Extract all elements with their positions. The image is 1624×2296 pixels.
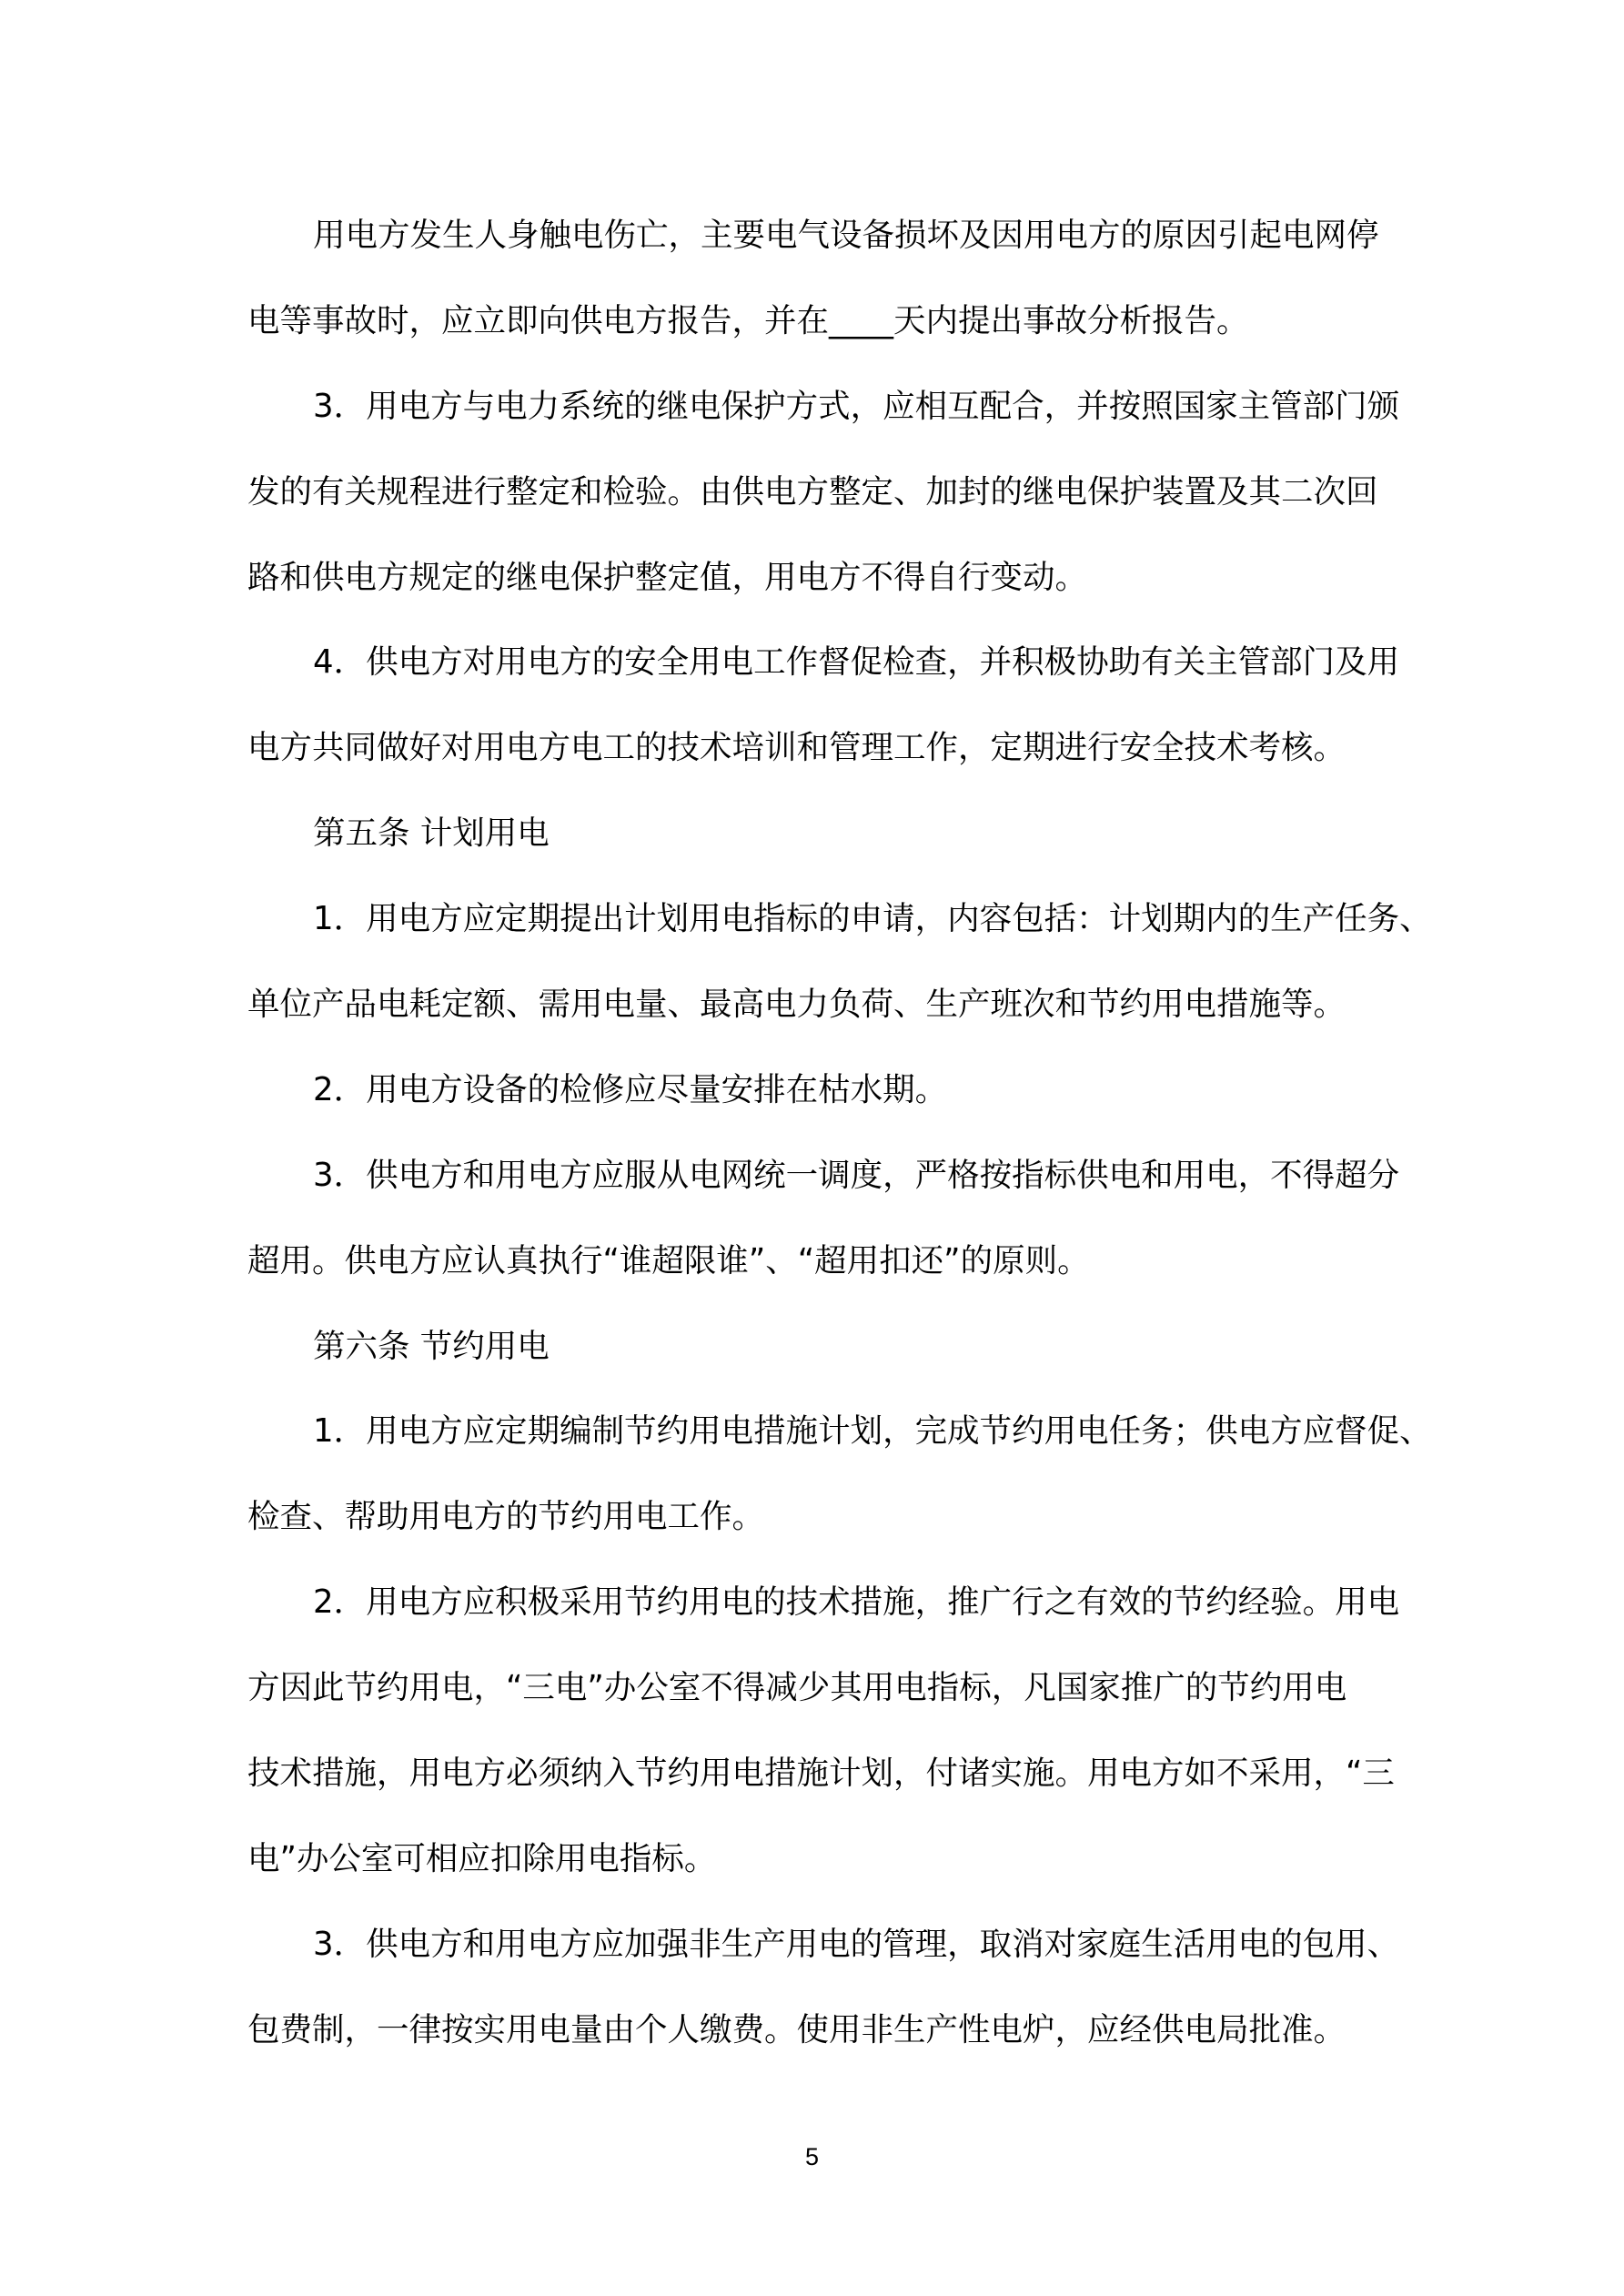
paragraph-line: 超用。供电方应认真执行“谁超限谁”、“超用扣还”的原则。 (247, 1241, 1090, 1279)
paragraph-line: 3．供电方和用电方应服从电网统一调度，严格按指标供电和用电，不得超分 (313, 1156, 1400, 1194)
paragraph-line: 包费制，一律按实用电量由个人缴费。使用非生产性电炉，应经供电局批准。 (247, 2010, 1347, 2048)
paragraph-line: 1．用电方应定期编制节约用电措施计划，完成节约用电任务；供电方应督促、 (313, 1412, 1432, 1451)
paragraph-line: 方因此节约用电，“三电”办公室不得减少其用电指标，凡国家推广的节约用电 (247, 1669, 1347, 1707)
paragraph-line: 技术措施，用电方必须纳入节约用电措施计划，付诸实施。用电方如不采用，“三 (247, 1755, 1395, 1793)
paragraph-line: 单位产品电耗定额、需用电量、最高电力负荷、生产班次和节约用电措施等。 (247, 986, 1347, 1024)
section-heading: 第五条 计划用电 (313, 814, 550, 853)
paragraph-line: 2．用电方应积极采用节约用电的技术措施，推广行之有效的节约经验。用电 (313, 1583, 1400, 1622)
paragraph-line: 4．供电方对用电方的安全用电工作督促检查，并积极协助有关主管部门及用 (313, 643, 1400, 682)
paragraph-line: 电等事故时，应立即向供电方报告，并在____天内提出事故分析报告。 (247, 301, 1249, 339)
paragraph-line: 检查、帮助用电方的节约用电工作。 (247, 1498, 765, 1536)
paragraph-line: 发的有关规程进行整定和检验。由供电方整定、加封的继电保护装置及其二次回 (247, 472, 1378, 511)
paragraph-line: 路和供电方规定的继电保护整定值，用电方不得自行变动。 (247, 558, 1088, 596)
section-heading: 第六条 节约用电 (313, 1327, 550, 1365)
paragraph-line: 电方共同做好对用电方电工的技术培训和管理工作，定期进行安全技术考核。 (247, 729, 1347, 767)
paragraph-line: 3．用电方与电力系统的继电保护方式，应相互配合，并按照国家主管部门颁 (313, 387, 1400, 425)
paragraph-line: 1．用电方应定期提出计划用电指标的申请，内容包括：计划期内的生产任务、 (313, 900, 1432, 938)
paragraph-line: 2．用电方设备的检修应尽量安排在枯水期。 (313, 1070, 948, 1108)
page-number: 5 (804, 2143, 820, 2170)
paragraph-line: 3．供电方和用电方应加强非生产用电的管理，取消对家庭生活用电的包用、 (313, 1925, 1400, 1963)
paragraph-line: 用电方发生人身触电伤亡，主要电气设备损坏及因用电方的原因引起电网停 (313, 217, 1379, 254)
body-text (247, 211, 1432, 2091)
paragraph-line: 电”办公室可相应扣除用电指标。 (247, 1839, 717, 1877)
